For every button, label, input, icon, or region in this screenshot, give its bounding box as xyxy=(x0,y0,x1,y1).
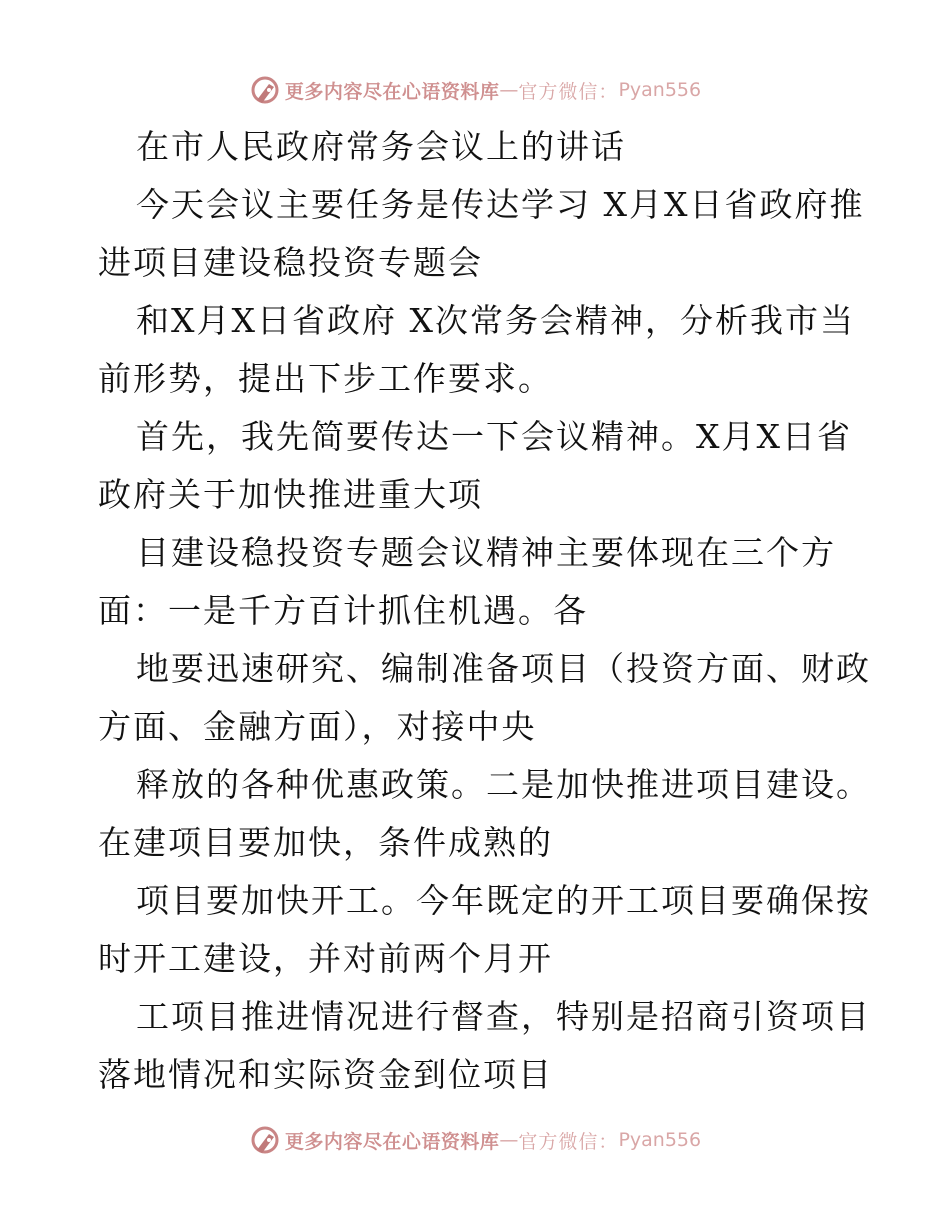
watermark-brand: 更多内容尽在心语资料库 xyxy=(284,80,500,103)
watermark-wechat-id: Pyan556 xyxy=(618,79,702,101)
watermark-separator: — xyxy=(499,1129,519,1151)
paragraph-line: 面：一是千方百计抓住机遇。各 xyxy=(98,591,588,630)
watermark-official-label: 官方微信： xyxy=(518,1130,619,1153)
footer-watermark xyxy=(0,1120,950,1160)
paragraph-line: 地要迅速研究、编制准备项目（投资方面、财政 xyxy=(136,649,871,688)
watermark-wechat-id: Pyan556 xyxy=(618,1129,702,1151)
paragraph-line: 进项目建设稳投资专题会 xyxy=(98,243,483,282)
header-watermark xyxy=(0,70,950,110)
paragraph-line: 在建项目要加快，条件成熟的 xyxy=(98,823,553,862)
pen-nib-circle-icon xyxy=(249,1124,281,1156)
paragraph-line: 目建设稳投资专题会议精神主要体现在三个方 xyxy=(136,533,836,572)
paragraph-line: 释放的各种优惠政策。二是加快推进项目建设。 xyxy=(136,765,871,804)
paragraph-line: 项目要加快开工。今年既定的开工项目要确保按 xyxy=(136,881,871,920)
document-title: 在市人民政府常务会议上的讲话 xyxy=(136,127,626,166)
paragraph-line: 时开工建设，并对前两个月开 xyxy=(98,939,553,978)
paragraph-line: 方面、金融方面），对接中央 xyxy=(98,707,537,746)
watermark-separator: — xyxy=(499,79,519,101)
pen-nib-circle-icon xyxy=(249,74,281,106)
paragraph-line: 和X月X日省政府 X次常务会精神，分析我市当 xyxy=(136,301,855,340)
paragraph-line: 首先，我先简要传达一下会议精神。X月X日省 xyxy=(136,417,852,456)
paragraph-line: 前形势，提出下步工作要求。 xyxy=(98,359,553,398)
paragraph-line: 工项目推进情况进行督查，特别是招商引资项目 xyxy=(136,997,871,1036)
paragraph-line: 政府关于加快推进重大项 xyxy=(98,475,483,514)
watermark-brand: 更多内容尽在心语资料库 xyxy=(284,1130,500,1153)
watermark-official-label: 官方微信： xyxy=(518,80,619,103)
paragraph-line: 落地情况和实际资金到位项目 xyxy=(98,1055,553,1094)
document-body xyxy=(98,118,871,1104)
paragraph-line: 今天会议主要任务是传达学习 X月X日省政府推 xyxy=(136,185,865,224)
